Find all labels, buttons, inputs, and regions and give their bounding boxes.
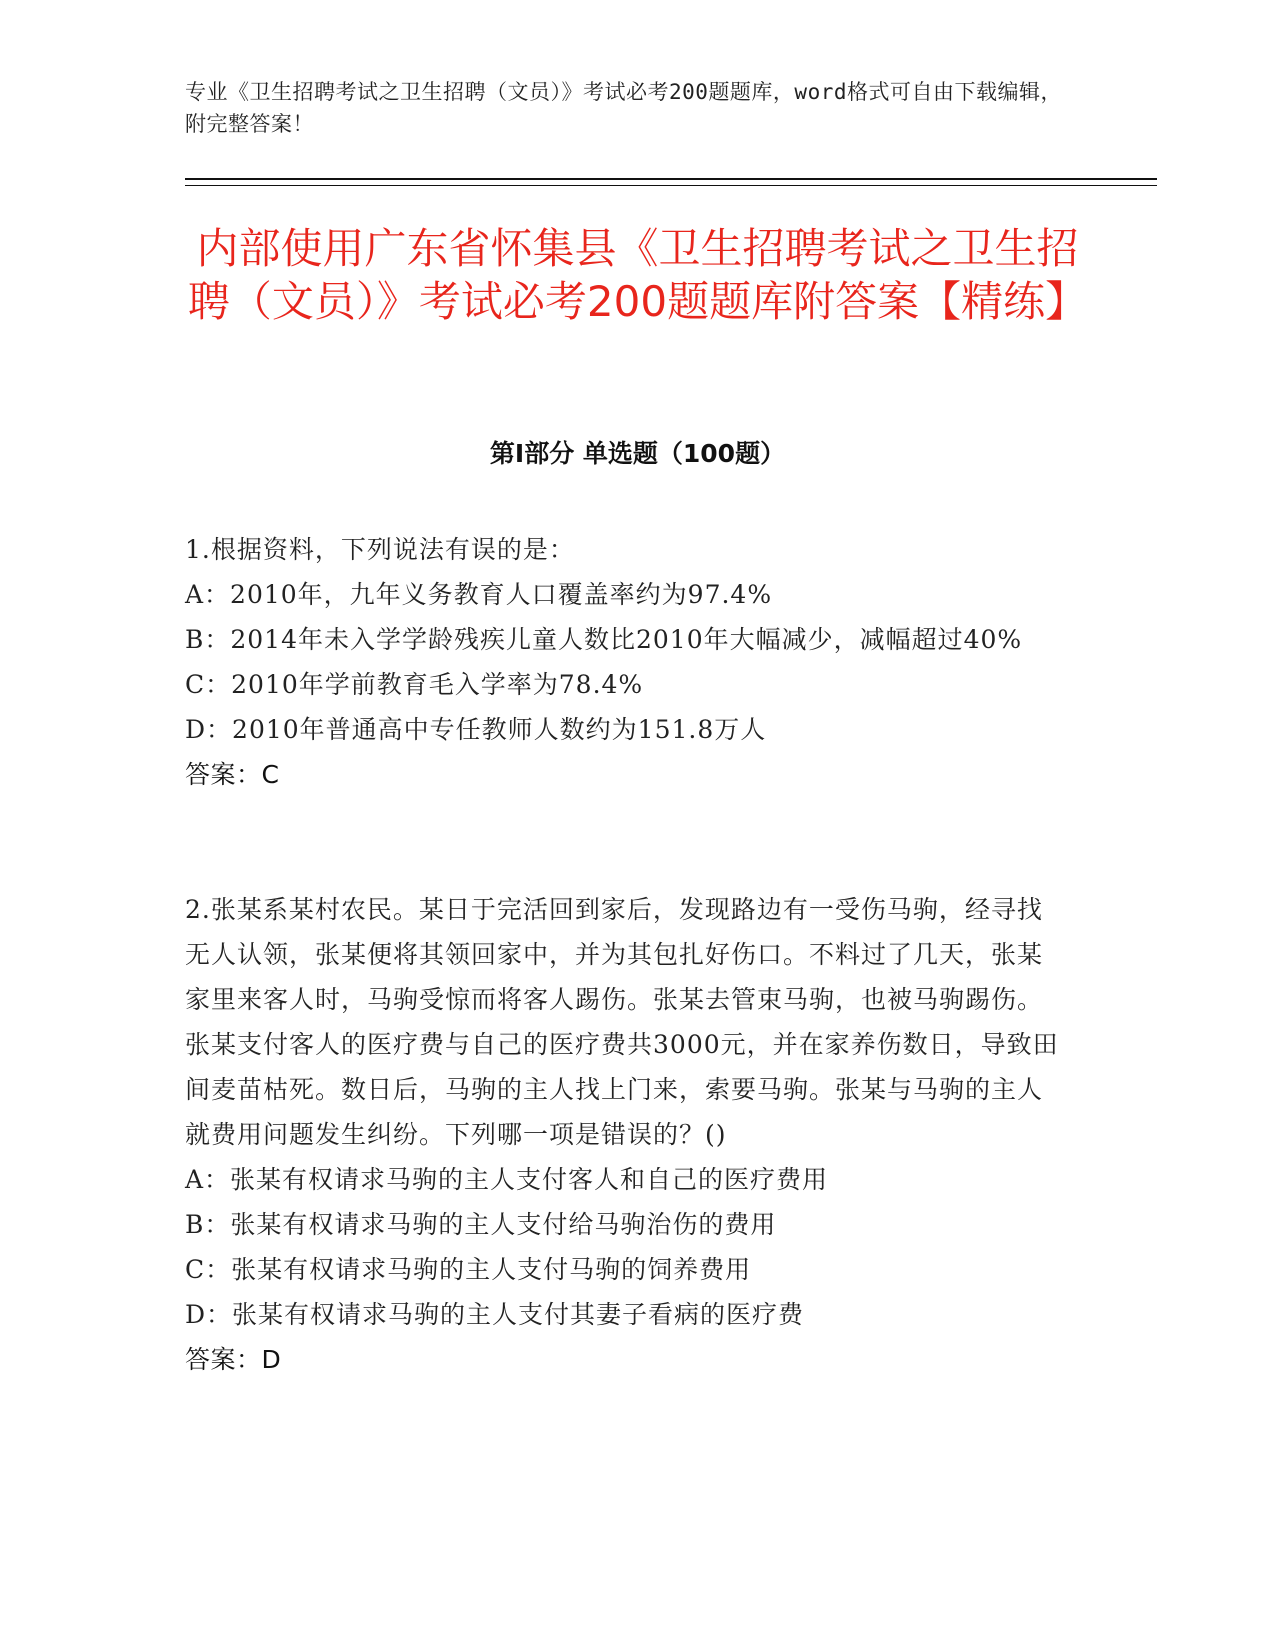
option-d: D：2010年普通高中专任教师人数约为151.8万人 bbox=[185, 715, 767, 744]
option-a: A：张某有权请求马驹的主人支付客人和自己的医疗费用 bbox=[185, 1165, 829, 1194]
answer: 答案：D bbox=[185, 1345, 282, 1374]
question-stem: 1.根据资料，下列说法有误的是： bbox=[185, 535, 575, 564]
option-b: B：张某有权请求马驹的主人支付给马驹治伤的费用 bbox=[185, 1210, 777, 1239]
header-rule-thick bbox=[185, 178, 1157, 180]
section-heading: 第Ⅰ部分 单选题（100题） bbox=[489, 439, 786, 468]
option-d: D：张某有权请求马驹的主人支付其妻子看病的医疗费 bbox=[185, 1300, 805, 1329]
question-2 bbox=[185, 887, 1065, 1382]
option-b: B：2014年未入学学龄残疾儿童人数比2010年大幅减少，减幅超过40% bbox=[185, 625, 1023, 654]
option-c: C：2010年学前教育毛入学率为78.4% bbox=[185, 670, 644, 699]
question-stem: 2.张某系某村农民。某日于完活回到家后，发现路边有一受伤马驹，经寻找无人认领，张某便将其领回家中，并为其包扎好伤口。不料过了几天，张某家里来客人时，马驹受惊而将客人踢伤。张某去管束马驹，也被马驹踢伤。张某支付客人的医疗费与自己的医疗费共3000元，并在家养伤数日，导致田间麦苗枯死。数日后，马驹的主人找上门来，索要马驹。张某与马驹的主人就费用问题发生纠纷。下列哪一项是错误的？() bbox=[185, 895, 1059, 1149]
option-a: A：2010年，九年义务教育人口覆盖率约为97.4% bbox=[185, 580, 773, 609]
header-note: 专业《卫生招聘考试之卫生招聘（文员）》考试必考200题题库，word格式可自由下载编辑，附完整答案！ bbox=[185, 80, 1062, 136]
question-1 bbox=[185, 527, 1065, 797]
header-rule-thin bbox=[185, 185, 1157, 186]
option-c: C：张某有权请求马驹的主人支付马驹的饲养费用 bbox=[185, 1255, 752, 1284]
document-title: 内部使用广东省怀集县《卫生招聘考试之卫生招聘（文员）》考试必考200题题库附答案【精练】 bbox=[187, 224, 1088, 326]
answer: 答案：C bbox=[185, 760, 280, 789]
